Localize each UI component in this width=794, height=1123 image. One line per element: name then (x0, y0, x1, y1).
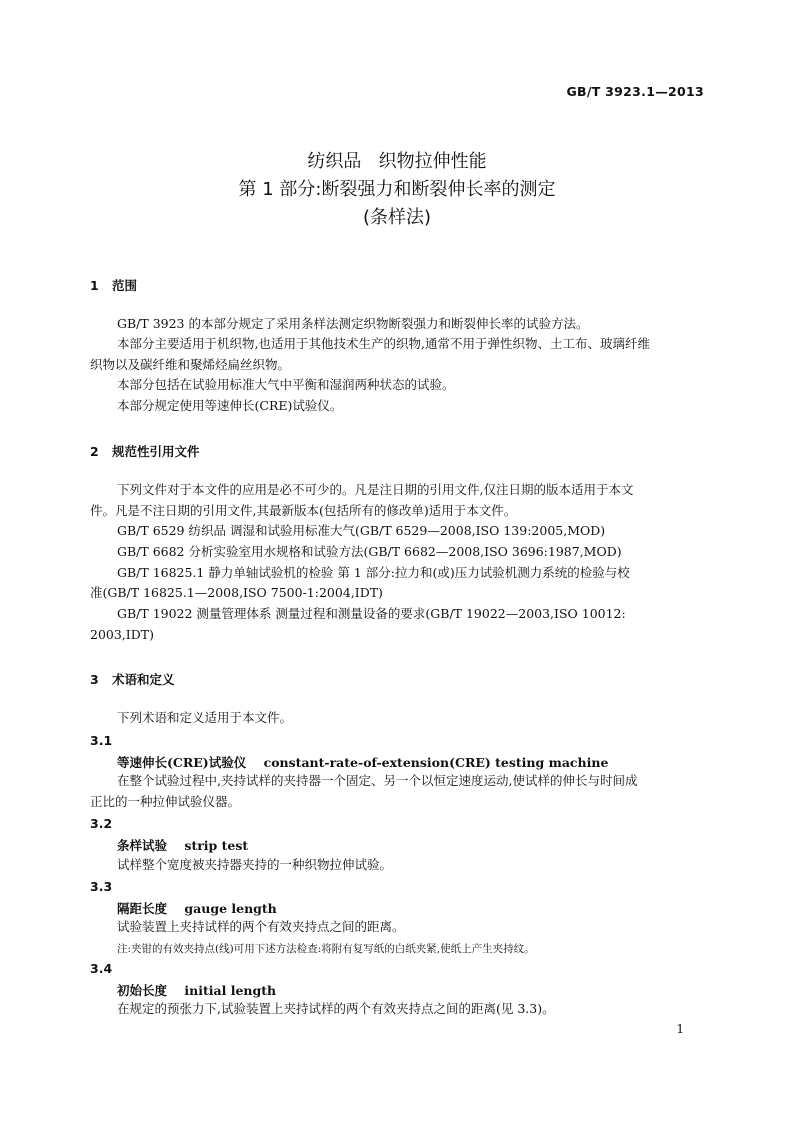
term-definition: 在整个试验过程中,夹持试样的夹持器一个固定、另一个以恒定速度运动,使试样的伸长与时间成 (117, 773, 638, 788)
title-line-2: 第 1 部分:断裂强力和断裂伸长率的测定 (238, 179, 556, 200)
paragraph: 件。凡是不注日期的引用文件,其最新版本(包括所有的修改单)适用于本文件。 (90, 503, 517, 518)
section-title: 规范性引用文件 (112, 444, 200, 459)
document-title (0, 148, 794, 232)
page-number: 1 (676, 1022, 684, 1036)
section-2-heading (90, 442, 200, 460)
term-number: 3.2 (90, 816, 113, 831)
reference-item: 准(GB/T 16825.1—2008,ISO 7500-1:2004,IDT) (90, 585, 383, 600)
term-name: 隔距长度 gauge length (117, 901, 277, 916)
section-number: 1 (90, 278, 99, 293)
section-title: 术语和定义 (112, 672, 175, 687)
paragraph: GB/T 3923 的本部分规定了采用条样法测定织物断裂强力和断裂伸长率的试验方法。 (117, 316, 589, 331)
term-definition: 试样整个宽度被夹持器夹持的一种织物拉伸试验。 (117, 857, 393, 872)
section-number: 3 (90, 672, 99, 687)
paragraph: 织物以及碳纤维和聚烯烃扁丝织物。 (90, 357, 291, 372)
paragraph: 下列术语和定义适用于本文件。 (117, 710, 293, 725)
reference-item: GB/T 6529 纺织品 调湿和试验用标准大气(GB/T 6529—2008,ISO 139:2005,MOD) (117, 523, 606, 538)
standard-code: GB/T 3923.1—2013 (566, 84, 704, 99)
section-3-heading (90, 670, 175, 688)
term-number: 3.3 (90, 879, 113, 894)
term-name: 条样试验 strip test (117, 838, 249, 853)
reference-item: 2003,IDT) (90, 627, 154, 642)
paragraph: 本部分主要适用于机织物,也适用于其他技术生产的织物,通常不用于弹性织物、土工布、玻璃纤维 (117, 336, 650, 351)
term-definition: 正比的一种拉伸试验仪器。 (90, 794, 241, 809)
reference-item: GB/T 16825.1 静力单轴试验机的检验 第 1 部分:拉力和(或)压力试验机测力系统的检验与校 (117, 565, 630, 580)
term-definition: 在规定的预张力下,试验装置上夹持试样的两个有效夹持点之间的距离(见 3.3)。 (117, 1001, 555, 1016)
section-1-heading (90, 276, 137, 294)
term-number: 3.1 (90, 733, 113, 748)
term-name: 等速伸长(CRE)试验仪 constant-rate-of-extension(CRE) testing machine (117, 755, 609, 770)
paragraph: 下列文件对于本文件的应用是必不可少的。凡是注日期的引用文件,仅注日期的版本适用于本文 (117, 482, 634, 497)
paragraph: 本部分规定使用等速伸长(CRE)试验仪。 (117, 398, 343, 413)
term-note: 注:夹钳的有效夹持点(线)可用下述方法检查:将附有复写纸的白纸夹紧,使纸上产生夹持纹。 (117, 943, 535, 955)
section-number: 2 (90, 444, 99, 459)
term-number: 3.4 (90, 961, 113, 976)
section-title: 范围 (112, 278, 138, 293)
title-line-3: (条样法) (362, 207, 432, 228)
reference-item: GB/T 6682 分析实验室用水规格和试验方法(GB/T 6682—2008,ISO 3696:1987,MOD) (117, 544, 622, 559)
paragraph: 本部分包括在试验用标准大气中平衡和湿润两种状态的试验。 (117, 377, 455, 392)
title-line-1: 纺织品 织物拉伸性能 (307, 151, 487, 172)
reference-item: GB/T 19022 测量管理体系 测量过程和测量设备的要求(GB/T 19022—2003,ISO 10012: (117, 606, 626, 621)
term-definition: 试验装置上夹持试样的两个有效夹持点之间的距离。 (117, 919, 405, 934)
term-name: 初始长度 initial length (117, 983, 277, 998)
